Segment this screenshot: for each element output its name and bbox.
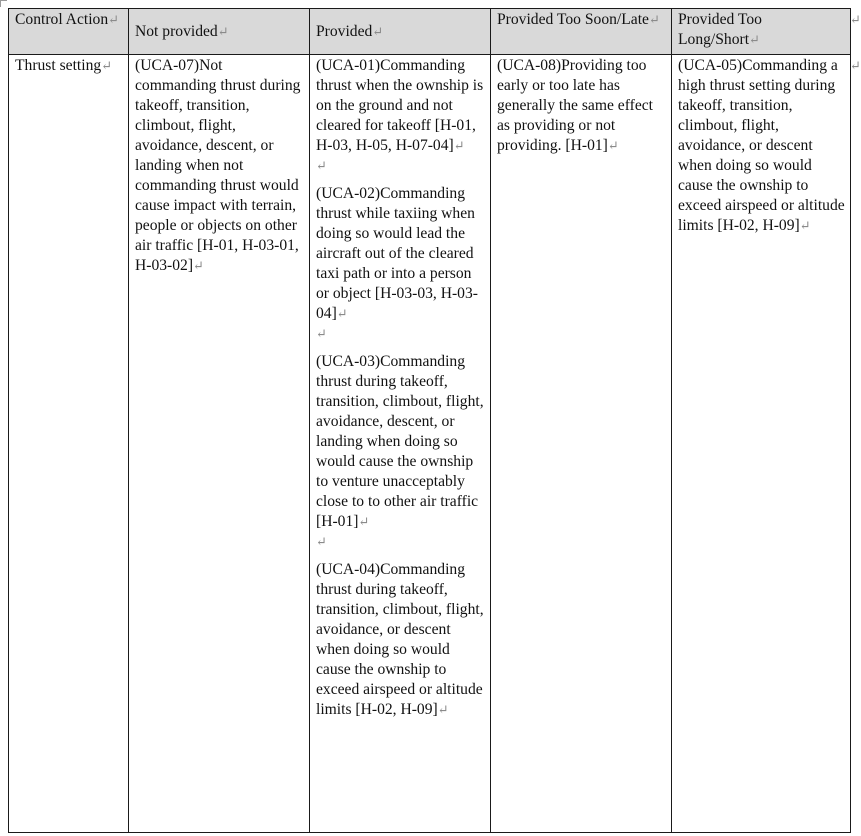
uca-table: [8, 8, 851, 833]
uca-04-paragraph: (UCA-04)Commanding thrust during takeoff, transition, climbout, flight, avoidance, or descent when doing so would cause the ownship to exceed airspeed or altitude limits [H-02, H-09]↵: [316, 561, 484, 718]
header-row: [9, 9, 851, 55]
control-action-cell: Thrust setting↵: [9, 55, 129, 833]
uca-02-paragraph: (UCA-02)Commanding thrust while taxiing when doing so would lead the aircraft out of the cleared taxi path or into a person or object [H-03-03, H-03-04]↵ ↵: [316, 185, 478, 341]
too-soon-late-cell: (UCA-08)Providing too early or too late has generally the same effect as providing or not providing. [H-01]↵: [491, 55, 672, 833]
header-provided: Provided↵: [310, 9, 491, 55]
row-end-mark: ↵: [850, 12, 861, 27]
not-provided-cell: (UCA-07)Not commanding thrust during takeoff, transition, climbout, flight, avoidance, descent, or landing when not commanding thrust would cause impact with terrain, people or objects on other air traffic [H-01, H-03-01, H-03-02]↵: [129, 55, 310, 833]
uca-08-text: (UCA-08)Providing too early or too late has generally the same effect as providing or not providing. [H-01]: [497, 57, 653, 154]
too-long-short-cell: (UCA-05)Commanding a high thrust setting during takeoff, transition, climbout, flight, avoidance, or descent when doing so would cause the ownship to exceed airspeed or altitude limits [H-02, H-09]↵: [672, 55, 851, 833]
header-control-action: Control Action↵: [9, 9, 129, 55]
table-row: [9, 55, 851, 833]
header-too-soon-late: Provided Too Soon/Late↵: [491, 9, 672, 55]
provided-cell: [310, 55, 491, 833]
uca-03-paragraph: (UCA-03)Commanding thrust during takeoff, transition, climbout, flight, avoidance, descent, or landing when doing so would cause the ownship to venture unacceptably close to to other air traffic [H-01]↵ ↵: [316, 353, 484, 549]
header-too-long-short: Provided Too Long/Short↵: [672, 9, 851, 55]
uca-05-text: (UCA-05)Commanding a high thrust setting during takeoff, transition, climbout, flight, avoidance, or descent when doing so would cause the ownship to exceed airspeed or altitude limits [H-02, H-09]: [678, 57, 845, 234]
page-corner-mark: [0, 0, 7, 7]
uca-01-paragraph: (UCA-01)Commanding thrust when the ownship is on the ground and not cleared for takeoff [H-01, H-03, H-05, H-07-04]↵ ↵: [316, 57, 484, 173]
uca-07-text: (UCA-07)Not commanding thrust during takeoff, transition, climbout, flight, avoidance, descent, or landing when not commanding thrust would cause impact with terrain, people or objects on other air traffic [H-01, H-03-01, H-03-02]: [135, 57, 301, 274]
row-end-mark-2: ↵: [850, 58, 861, 73]
header-not-provided: Not provided↵: [129, 9, 310, 55]
